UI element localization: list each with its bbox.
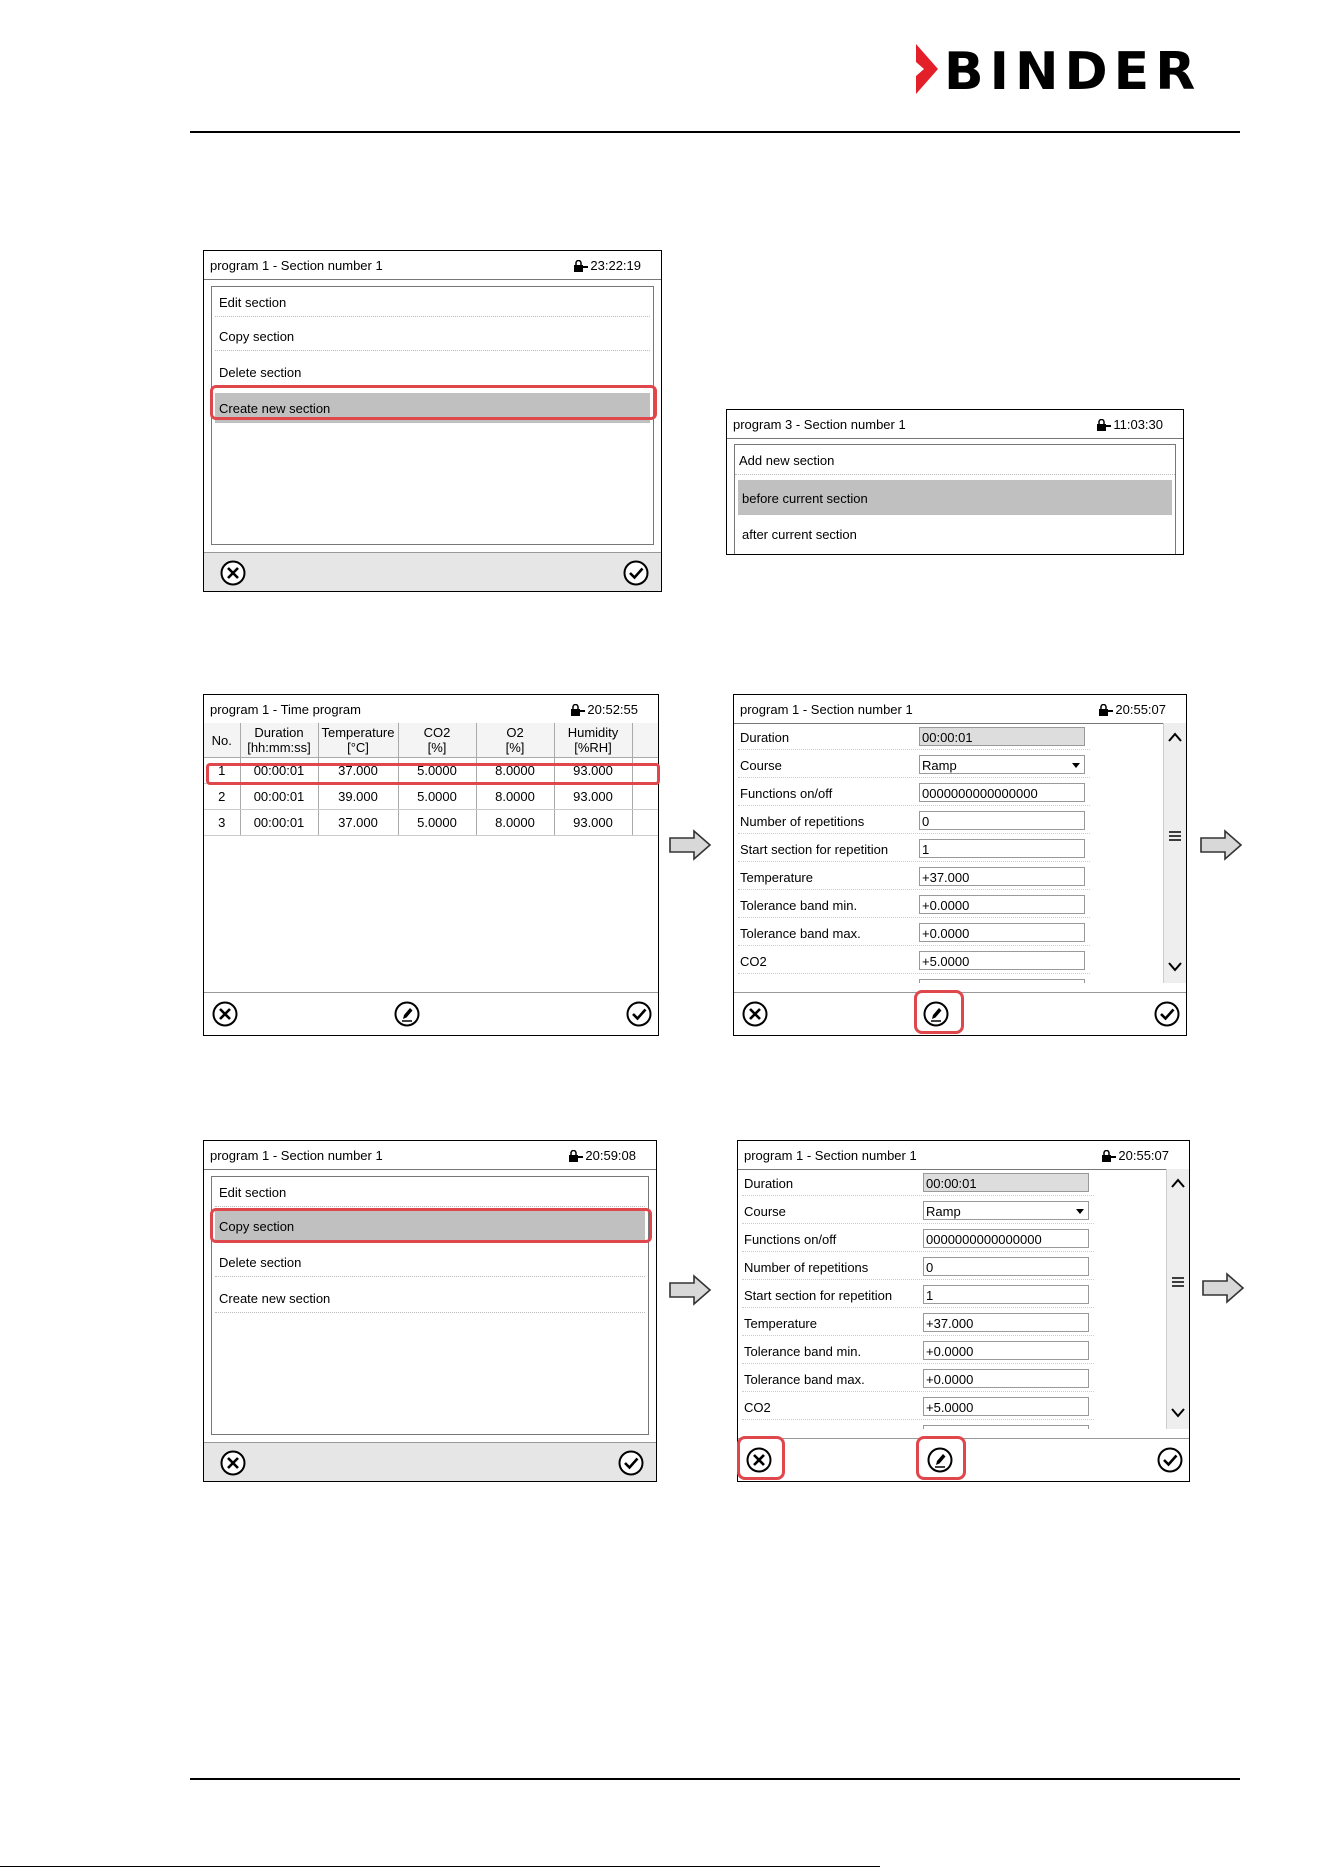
scrollbar[interactable] — [1163, 723, 1186, 983]
lock-icon — [1097, 419, 1111, 431]
highlight-edit-button — [914, 990, 964, 1034]
confirm-icon[interactable] — [626, 1001, 652, 1027]
screen-title: program 1 - Section number 1 — [740, 702, 913, 717]
column-header-empty — [632, 723, 658, 758]
column-header-co2: CO2 [%] — [398, 723, 476, 758]
menu-heading-add-new-section: Add new section — [735, 445, 1175, 475]
edit-icon[interactable] — [394, 1001, 420, 1027]
chevron-down-icon — [1076, 1209, 1084, 1214]
screen-section-menu-copy — [203, 1140, 657, 1482]
menu-item-create-new-section[interactable]: Create new section — [215, 393, 650, 423]
param-row-tol-min: Tolerance band min. +0.0000 — [738, 893, 1090, 918]
footer-rule — [190, 1778, 1240, 1780]
next-step-arrow-icon — [668, 829, 712, 861]
screen-section-menu-create — [203, 250, 662, 592]
footer-bar — [204, 552, 661, 591]
screen-section-params-1 — [733, 694, 1187, 1036]
menu-icon[interactable] — [1167, 830, 1183, 842]
menu-item-delete-section[interactable]: Delete section — [215, 1247, 645, 1277]
param-row-tol-max: Tolerance band max. +0.0000 — [738, 921, 1090, 946]
menu-icon[interactable] — [1170, 1276, 1186, 1288]
table-row[interactable]: 1 00:00:01 37.000 5.0000 8.0000 93.000 — [204, 758, 658, 784]
duration-field[interactable]: 00:00:01 — [919, 727, 1085, 746]
table-row[interactable]: 3 00:00:01 37.000 5.0000 8.0000 93.000 — [204, 810, 658, 836]
screen-clock: 20:55:07 — [1099, 702, 1166, 717]
column-header-duration: Duration [hh:mm:ss] — [240, 723, 318, 758]
table-row[interactable]: 2 00:00:01 39.000 5.0000 8.0000 93.000 — [204, 784, 658, 810]
screen-clock: 20:59:08 — [569, 1148, 636, 1163]
lock-icon — [1099, 704, 1113, 716]
param-row-repetitions: Number of repetitions 0 — [738, 809, 1090, 834]
menu-item-create-new-section[interactable]: Create new section — [215, 1283, 645, 1313]
repetitions-field[interactable]: 0 — [923, 1257, 1089, 1276]
scroll-up-icon[interactable] — [1167, 731, 1183, 743]
screen-title: program 1 - Section number 1 — [210, 1148, 383, 1163]
menu-item-delete-section[interactable]: Delete section — [215, 357, 650, 387]
menu-item-copy-section[interactable]: Copy section — [215, 321, 650, 351]
column-header-temperature: Temperature [°C] — [318, 723, 398, 758]
footer-bar — [204, 1442, 656, 1481]
binder-logo-mark — [916, 44, 938, 94]
screen-header — [738, 1141, 1189, 1170]
param-row-duration: Duration 00:00:01 — [738, 725, 1090, 750]
next-step-arrow-icon — [668, 1274, 712, 1306]
screen-header — [727, 410, 1183, 439]
co2-field[interactable]: +5.0000 — [923, 1397, 1089, 1416]
param-row-start-section: Start section for repetition 1 — [738, 837, 1090, 862]
screen-title: program 1 - Section number 1 — [210, 258, 383, 273]
screen-header — [204, 1141, 656, 1170]
param-row-temperature: Temperature +37.000 — [738, 865, 1090, 890]
functions-field[interactable]: 0000000000000000 — [919, 783, 1085, 802]
co2-field[interactable]: +5.0000 — [919, 951, 1085, 970]
next-step-arrow-icon — [1198, 829, 1244, 861]
highlight-row-1 — [206, 763, 660, 785]
scroll-up-icon[interactable] — [1170, 1177, 1186, 1189]
param-row-course: Course Ramp — [738, 753, 1090, 778]
menu-item-edit-section[interactable]: Edit section — [215, 1177, 645, 1207]
cancel-icon[interactable] — [212, 1001, 238, 1027]
screen-title: program 3 - Section number 1 — [733, 417, 906, 432]
table-header-row — [204, 723, 658, 758]
lock-icon — [569, 1150, 583, 1162]
screen-clock: 20:52:55 — [571, 702, 638, 717]
highlight-edit-button — [916, 1436, 966, 1480]
start-section-field[interactable]: 1 — [919, 839, 1085, 858]
screen-time-program — [203, 694, 659, 1036]
lock-icon — [1102, 1150, 1116, 1162]
param-row-course: Course Ramp — [742, 1199, 1094, 1224]
screen-section-params-2 — [737, 1140, 1190, 1482]
next-step-arrow-icon — [1200, 1272, 1246, 1304]
tolerance-min-field[interactable]: +0.0000 — [923, 1341, 1089, 1360]
start-section-field[interactable]: 1 — [923, 1285, 1089, 1304]
footer-bar — [204, 992, 658, 1035]
param-row-co2: CO2 +5.0000 — [742, 1395, 1094, 1420]
binder-logo-text: BINDER — [944, 42, 1202, 102]
screen-title: program 1 - Section number 1 — [744, 1148, 917, 1163]
scroll-down-icon[interactable] — [1167, 961, 1183, 973]
lock-icon — [571, 704, 585, 716]
menu-item-copy-section[interactable]: Copy section — [215, 1211, 645, 1241]
confirm-icon[interactable] — [1157, 1447, 1183, 1473]
screen-clock: 11:03:30 — [1097, 417, 1163, 432]
duration-field[interactable]: 00:00:01 — [923, 1173, 1089, 1192]
cancel-icon[interactable] — [742, 1001, 768, 1027]
menu-list — [734, 444, 1176, 555]
param-row-co2: CO2 +5.0000 — [738, 949, 1090, 974]
cancel-icon[interactable] — [220, 1450, 246, 1476]
param-row-partial — [742, 1423, 1094, 1429]
chevron-down-icon — [1072, 763, 1080, 768]
scrollbar[interactable] — [1166, 1169, 1189, 1429]
screen-header — [734, 695, 1186, 724]
screen-clock: 23:22:19 — [574, 258, 641, 273]
param-row-functions: Functions on/off 0000000000000000 — [738, 781, 1090, 806]
column-header-no: No. — [204, 723, 240, 758]
header-rule — [190, 131, 1240, 133]
column-header-humidity: Humidity [%RH] — [554, 723, 632, 758]
tolerance-max-field[interactable]: +0.0000 — [923, 1369, 1089, 1388]
partial-field — [923, 1425, 1089, 1429]
param-row-partial — [738, 977, 1090, 983]
confirm-icon[interactable] — [623, 560, 649, 586]
menu-item-after-current-section[interactable]: after current section — [742, 527, 857, 542]
param-row-start-section: Start section for repetition 1 — [742, 1283, 1094, 1308]
screen-header — [204, 251, 661, 280]
param-row-temperature: Temperature +37.000 — [742, 1311, 1094, 1336]
bottom-rule — [0, 1866, 880, 1867]
screen-add-new-section — [726, 409, 1184, 555]
tolerance-min-field[interactable]: +0.0000 — [919, 895, 1085, 914]
scroll-down-icon[interactable] — [1170, 1407, 1186, 1419]
param-row-repetitions: Number of repetitions 0 — [742, 1255, 1094, 1280]
course-select[interactable]: Ramp — [919, 755, 1085, 774]
param-row-functions: Functions on/off 0000000000000000 — [742, 1227, 1094, 1252]
confirm-icon[interactable] — [618, 1450, 644, 1476]
highlight-cancel-button — [737, 1436, 785, 1480]
repetitions-field[interactable]: 0 — [919, 811, 1085, 830]
menu-item-edit-section[interactable]: Edit section — [215, 287, 650, 317]
temperature-field[interactable]: +37.000 — [923, 1313, 1089, 1332]
column-header-o2: O2 [%] — [476, 723, 554, 758]
functions-field[interactable]: 0000000000000000 — [923, 1229, 1089, 1248]
lock-icon — [574, 260, 588, 272]
course-select[interactable]: Ramp — [923, 1201, 1089, 1220]
param-row-tol-min: Tolerance band min. +0.0000 — [742, 1339, 1094, 1364]
param-row-duration: Duration 00:00:01 — [742, 1171, 1094, 1196]
cancel-icon[interactable] — [220, 560, 246, 586]
menu-item-before-current-section[interactable]: before current section — [738, 480, 1172, 515]
highlight-create-new-section — [210, 385, 657, 420]
screen-title: program 1 - Time program — [210, 702, 361, 717]
screen-clock: 20:55:07 — [1102, 1148, 1169, 1163]
temperature-field[interactable]: +37.000 — [919, 867, 1085, 886]
partial-field — [919, 979, 1085, 983]
param-row-tol-max: Tolerance band max. +0.0000 — [742, 1367, 1094, 1392]
confirm-icon[interactable] — [1154, 1001, 1180, 1027]
highlight-copy-section — [210, 1208, 652, 1243]
tolerance-max-field[interactable]: +0.0000 — [919, 923, 1085, 942]
screen-header — [204, 695, 658, 724]
